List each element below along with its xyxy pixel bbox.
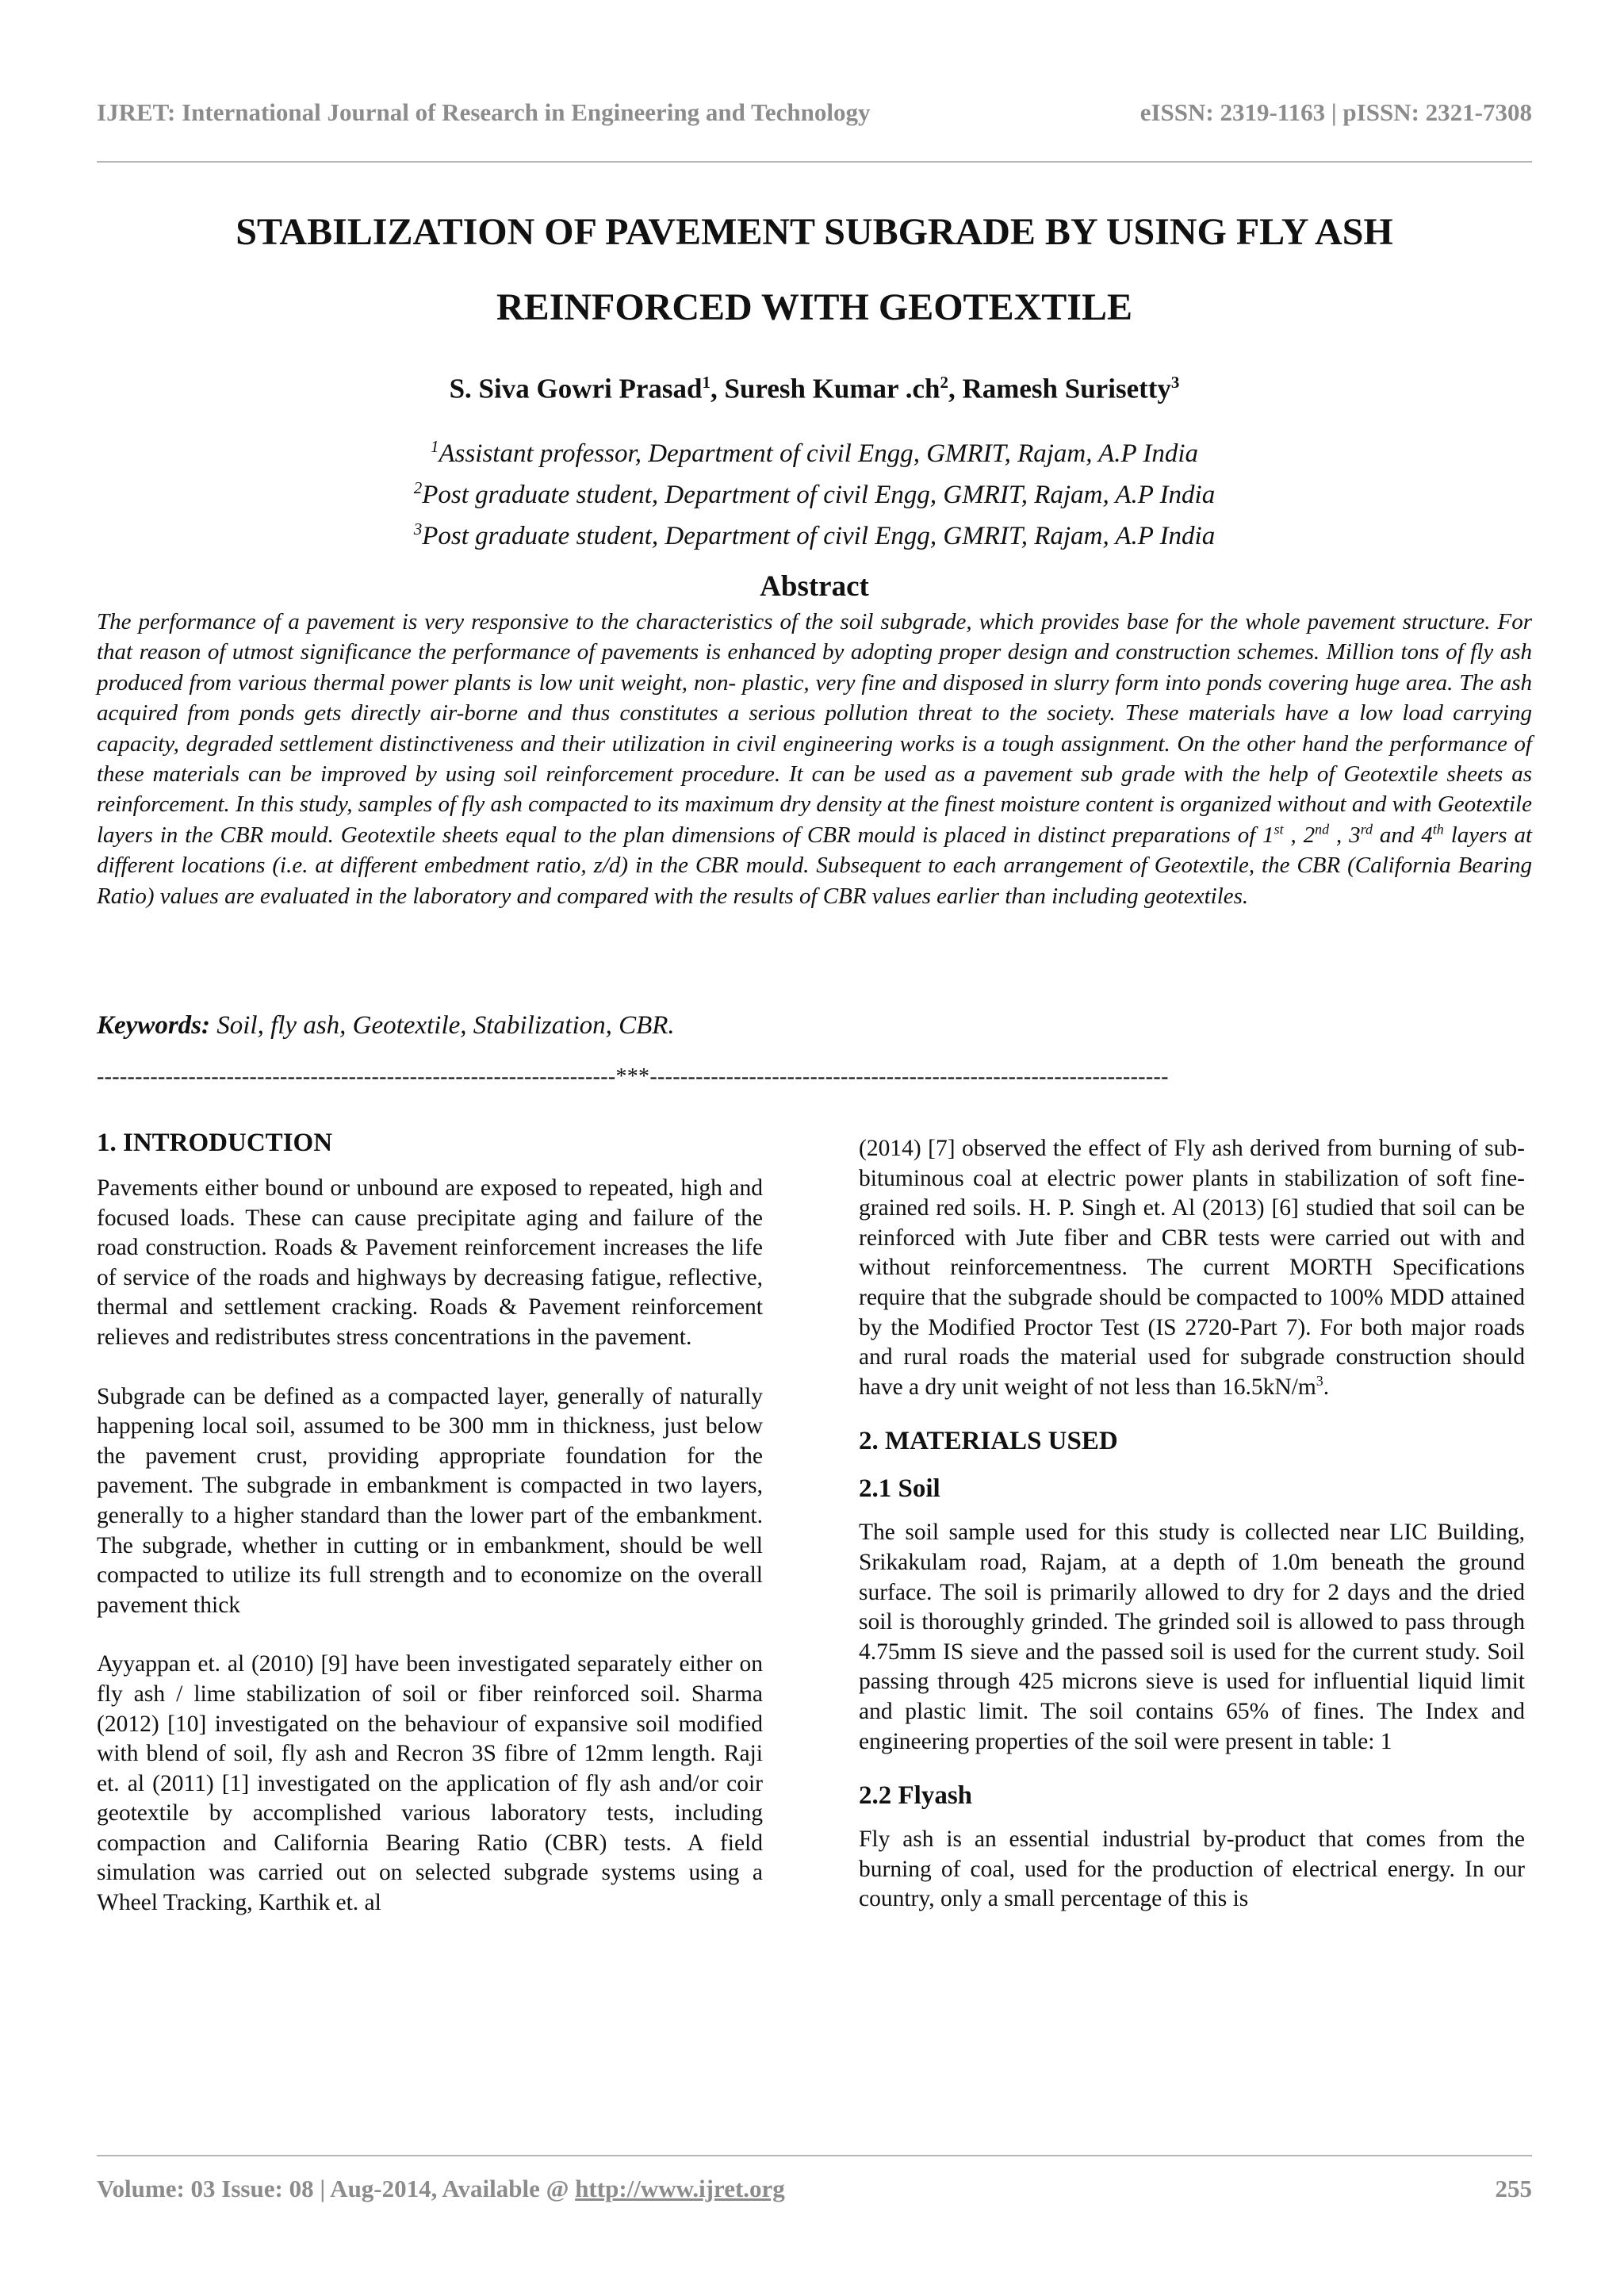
footer-rule: [97, 2155, 1532, 2156]
keywords-text: Soil, fly ash, Geotextile, Stabilization, CBR.: [210, 1011, 675, 1040]
affiliation-text: Assistant professor, Department of civil Engg, GMRIT, Rajam, A.P India: [439, 439, 1199, 468]
author-separator: ,: [710, 373, 725, 404]
affiliation-sup: 1: [430, 437, 439, 456]
running-header: [97, 98, 1532, 127]
affiliation-3: [97, 512, 1532, 554]
author-1-sup: 1: [702, 373, 710, 392]
soil-paragraph: The soil sample used for this study is collected near LIC Building, Srikakulam road, Rajam, at a depth of 1.0m beneath the ground surface. The soil is primarily allowed to dry for 2 days and the dried soil is thoroughly grinded. The grinded soil is allowed to pass through 4.75mm IS sieve and the passed soil is used for the current study. Soil passing through 425 microns sieve is used for influential liquid limit and plastic limit. The soil contains 65% of fines. The Index and engineering properties of the soil were present in table: 1: [859, 1520, 1525, 1754]
affiliations: [97, 430, 1532, 554]
abstract-text: , 2: [1283, 822, 1316, 848]
flyash-heading: 2.2 Flyash: [859, 1781, 973, 1811]
abstract-body: [97, 607, 1532, 911]
affiliation-sup: 3: [413, 519, 423, 539]
abstract-heading: Abstract: [760, 570, 869, 603]
journal-name: IJRET: International Journal of Research in Engineering and Technology: [97, 98, 871, 126]
paragraph-text: .: [1323, 1374, 1330, 1400]
ordinal-sup: rd: [1360, 821, 1373, 838]
volume-info: [97, 2175, 785, 2203]
abstract-text: The performance of a pavement is very responsive to the characteristics of the soil subgrade, which provides base for the whole pavement structure. For that reason of utmost significance the performance of pavements is enhanced by adopting proper design and construction schemes. Million tons of fly ash produced from various thermal power plants is low unit weight, non- plastic, very fine and disposed in slurry form into ponds covering huge area. The ash acquired from ponds gets directly air-borne and thus constitutes a serious pollution threat to the society. These materials have a low load carrying capacity, degraded settlement distinctiveness and their utilization in civil engineering works is a tough assignment. On the other hand the performance of these materials can be improved by using soil reinforcement procedure. It can be used as a pavement sub grade with the help of Geotextile sheets as reinforcement. In this study, samples of fly ash compacted to its maximum dry density at the finest moisture content is organized without and with Geotextile layers in the CBR mould. Geotextile sheets equal to the plan dimensions of CBR mould is placed in distinct preparations of 1: [97, 609, 1532, 848]
abstract-text: layers at different locations (i.e. at different embedment ratio, z/d) in the CBR mould. Subsequent to each arrangement of Geotextile, the CBR (California Bearing Ratio) values are evaluated in the laboratory and compared with the results of CBR values earlier than including geotextiles.: [97, 822, 1533, 909]
abstract-text: and 4: [1373, 822, 1433, 848]
ordinal-sup: st: [1274, 821, 1284, 838]
flyash-paragraph: Fly ash is an essential industrial by-product that comes from the burning of coal, used for the production of electrical energy. In our country, only a small percentage of this is: [859, 1826, 1525, 1912]
title-line-1: STABILIZATION OF PAVEMENT SUBGRADE BY USING FLY ASH: [236, 211, 1393, 253]
author-list: [97, 373, 1532, 405]
materials-heading: 2. MATERIALS USED: [859, 1427, 1118, 1456]
abstract-text: , 3: [1329, 822, 1361, 848]
author-3-sup: 3: [1170, 373, 1180, 392]
affiliation-sup: 2: [413, 478, 423, 497]
title-line-2: REINFORCED WITH GEOTEXTILE: [496, 286, 1132, 328]
affiliation-text: Post graduate student, Department of civil Engg, GMRIT, Rajam, A.P India: [422, 481, 1216, 509]
right-column: [859, 1134, 1525, 1937]
affiliation-1: [97, 430, 1532, 471]
intro-paragraph-3: Ayyappan et. al (2010) [9] have been investigated separately either on fly ash / lime stabilization of soil or fiber reinforced soil. Sharma (2012) [10] investigated on the behaviour of expansive soil modified with blend of soil, fly ash and Recron 3S fibre of 12mm length. Raji et. al (2011) [1] investigated on the application of fly ash and/or coir geotextile by accomplished various laboratory tests, including compaction and California Bearing Ratio (CBR) tests. A field simulation was carried out on selected subgrade systems using a Wheel Tracking, Karthik et. al: [97, 1651, 763, 1916]
author-separator: ,: [948, 373, 963, 404]
running-footer: [97, 2175, 1532, 2203]
paragraph-text: (2014) [7] observed the effect of Fly ash derived from burning of sub-bituminous coal at electric power plants in stabilization of soft fine-grained red soils. H. P. Singh et. Al (2013) [6] studied that soil can be reinforced with Jute fiber and CBR tests were carried out with and without reinforcementness. The current MORTH Specifications require that the subgrade should be compacted to 100% MDD attained by the Modified Proctor Test (IS 2720-Part 7). For both major roads and rural roads the material used for subgrade construction should have a dry unit weight of not less than 16.5kN/m: [859, 1136, 1525, 1400]
ordinal-sup: th: [1432, 821, 1444, 838]
intro-paragraph-continued: [859, 1134, 1525, 1402]
author-1: S. Siva Gowri Prasad: [449, 373, 703, 404]
left-column: [97, 1126, 763, 1948]
author-2: Suresh Kumar .ch: [724, 373, 940, 404]
affiliation-2: [97, 471, 1532, 512]
volume-text: Volume: 03 Issue: 08 | Aug-2014, Available @: [97, 2175, 576, 2202]
header-rule: [97, 161, 1532, 163]
page-number: 255: [1495, 2175, 1532, 2202]
author-2-sup: 2: [940, 373, 948, 392]
keywords-label: Keywords:: [97, 1011, 210, 1040]
paper-title: [97, 194, 1532, 345]
soil-heading: 2.1 Soil: [859, 1474, 940, 1504]
introduction-heading: 1. INTRODUCTION: [97, 1129, 333, 1157]
issn: eISSN: 2319-1163 | pISSN: 2321-7308: [1139, 98, 1532, 126]
unit-sup: 3: [1316, 1372, 1323, 1389]
intro-paragraph-2: Subgrade can be defined as a compacted layer, generally of naturally happening local soil, assumed to be 300 mm in thickness, just below the pavement crust, providing appropriate foundation for the pavement. The subgrade in embankment is compacted in two layers, generally to a higher standard than the lower part of the embankment. The subgrade, whether in cutting or in embankment, should be well compacted to utilize its full strength and to economize on the overall pavement thick: [97, 1383, 763, 1618]
keywords: [97, 1011, 1532, 1041]
intro-paragraph-1: Pavements either bound or unbound are exposed to repeated, high and focused loads. These can cause precipitate aging and failure of the road construction. Roads & Pavement reinforcement increases the life of service of the roads and highways by decreasing fatigue, reflective, thermal and settlement cracking. Roads & Pavement reinforcement relieves and redistributes stress concentrations in the pavement.: [97, 1175, 763, 1350]
section-separator: --------------------------------------------------------------------***--------------------------------------------------------------------: [97, 1064, 1169, 1089]
ordinal-sup: nd: [1315, 821, 1330, 838]
author-3: Ramesh Surisetty: [962, 373, 1171, 404]
affiliation-text: Post graduate student, Department of civil Engg, GMRIT, Rajam, A.P India: [422, 522, 1216, 550]
journal-link[interactable]: http://www.ijret.org: [575, 2175, 785, 2202]
